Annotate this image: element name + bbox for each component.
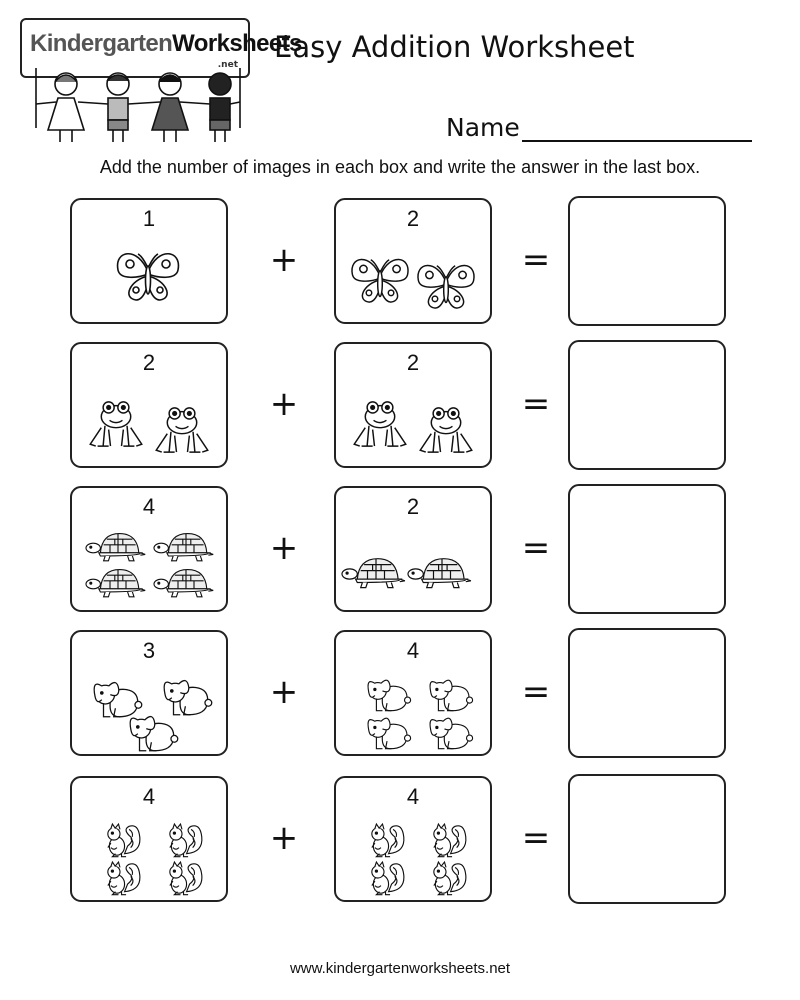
problem-4-left-box — [70, 630, 228, 756]
problem-5-left-count: 4 — [142, 784, 156, 809]
problem-5-right-box — [334, 776, 492, 902]
turtle-icon — [336, 488, 494, 614]
squirrel-icon — [72, 778, 230, 904]
instructions: Add the number of images in each box and write the answer in the last box. — [99, 157, 701, 177]
problem-3-left-count: 4 — [142, 494, 156, 519]
problem-1-left-count: 1 — [142, 206, 156, 231]
problem-5-left-box — [70, 776, 228, 902]
problem-3-right-box — [334, 486, 492, 612]
problem-1-answer-box[interactable] — [568, 196, 726, 326]
frog-icon — [72, 344, 230, 470]
problem-1-right-count: 2 — [406, 206, 420, 231]
problem-1-plus-sign: + — [269, 240, 299, 280]
butterfly-icon — [336, 200, 494, 326]
name-line — [522, 112, 752, 142]
problem-3-plus-sign: + — [269, 528, 299, 568]
problem-5-equals-sign: = — [521, 818, 551, 858]
problem-1-equals-sign: = — [521, 240, 551, 280]
problem-1-left-box — [70, 198, 228, 324]
frog-icon — [336, 344, 494, 470]
logo-text: KindergartenWorksheets — [30, 30, 302, 57]
problem-4-plus-sign: + — [269, 672, 299, 712]
name-label: Name — [446, 113, 520, 142]
bunny-icon — [72, 632, 230, 758]
page-title: Easy Addition Worksheet — [274, 30, 635, 64]
problem-5-answer-box[interactable] — [568, 774, 726, 904]
logo-net: .net — [217, 60, 238, 70]
problem-2-right-box — [334, 342, 492, 468]
problem-3-equals-sign: = — [521, 528, 551, 568]
problem-2-equals-sign: = — [521, 384, 551, 424]
problem-4-right-box — [334, 630, 492, 756]
kids-holding-hands-icon — [34, 68, 244, 144]
problem-5-plus-sign: + — [269, 818, 299, 858]
problem-3-right-count: 2 — [406, 494, 420, 519]
problem-4-left-count: 3 — [142, 638, 156, 663]
problem-2-left-count: 2 — [142, 350, 156, 375]
problem-4-right-count: 4 — [406, 638, 420, 663]
problem-4-equals-sign: = — [521, 672, 551, 712]
problem-2-left-box — [70, 342, 228, 468]
footer-url: www.kindergartenworksheets.net — [289, 960, 511, 977]
problem-3-left-box — [70, 486, 228, 612]
problem-2-answer-box[interactable] — [568, 340, 726, 470]
bunny-icon — [336, 632, 494, 758]
problem-5-right-count: 4 — [406, 784, 420, 809]
squirrel-icon — [336, 778, 494, 904]
problem-2-right-count: 2 — [406, 350, 420, 375]
site-logo — [14, 10, 302, 138]
problem-1-right-box — [334, 198, 492, 324]
name-field — [446, 112, 752, 142]
turtle-icon — [72, 488, 230, 614]
problem-3-answer-box[interactable] — [568, 484, 726, 614]
problem-2-plus-sign: + — [269, 384, 299, 424]
problem-4-answer-box[interactable] — [568, 628, 726, 758]
butterfly-icon — [72, 200, 230, 326]
